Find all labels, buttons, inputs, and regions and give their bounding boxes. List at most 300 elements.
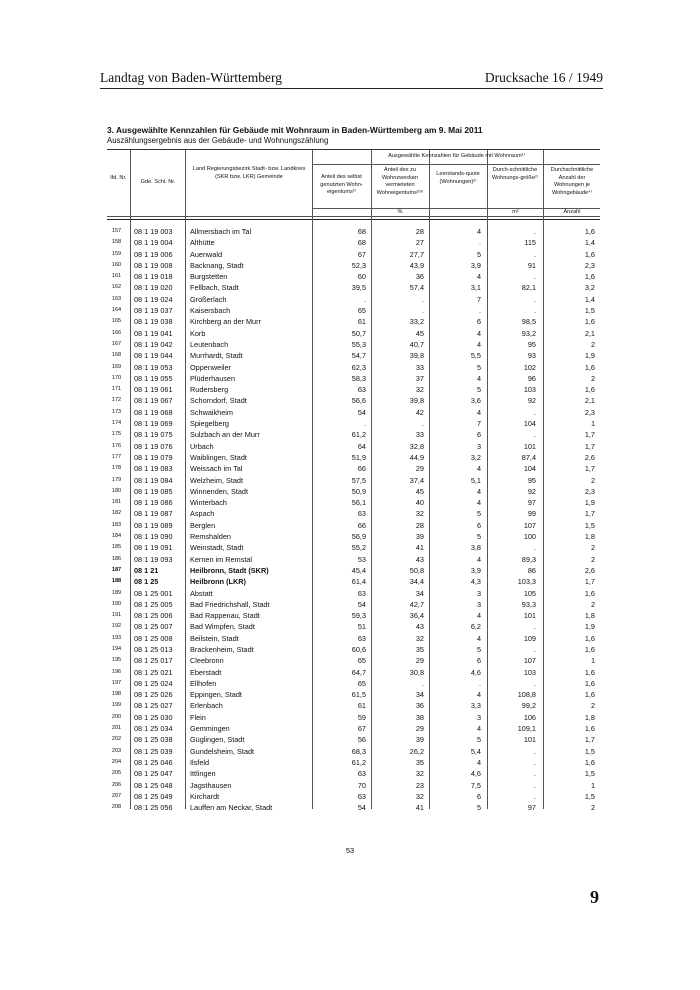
selbst-genutzt-value: 68 xyxy=(357,238,366,248)
row-number: 177 xyxy=(111,453,122,460)
gde-schl-nr: 08 1 19 038 xyxy=(134,317,173,327)
wohnungen-je-gebaeude-value: 1,4 xyxy=(584,294,595,304)
vermietet-value: 35 xyxy=(415,757,424,767)
gemeinde-name: Welzheim, Stadt xyxy=(190,475,243,485)
vermietet-value: 43 xyxy=(415,622,424,632)
vermietet-value: 27 xyxy=(415,238,424,248)
wohnungen-je-gebaeude-value: 2,3 xyxy=(584,260,595,270)
document-header xyxy=(100,70,603,89)
selbst-genutzt-value: 59,3 xyxy=(351,611,366,621)
table-row xyxy=(107,418,600,429)
wohnungen-je-gebaeude-value: 1,7 xyxy=(584,464,595,474)
wohnungen-je-gebaeude-value: 2 xyxy=(590,543,595,553)
table-row xyxy=(107,780,600,791)
gde-schl-nr: 08 1 19 055 xyxy=(134,373,173,383)
wohnungsgroesse-value: 104 xyxy=(523,419,536,429)
row-number: 201 xyxy=(111,725,122,732)
header-unit-percent: % xyxy=(397,209,403,215)
gde-schl-nr: 08 1 19 053 xyxy=(134,362,173,372)
selbst-genutzt-value: 61,2 xyxy=(351,757,366,767)
row-number: 208 xyxy=(111,804,122,811)
wohnungsgroesse-value: . xyxy=(533,294,536,304)
gemeinde-name: Güglingen, Stadt xyxy=(190,735,245,745)
selbst-genutzt-value: 52,3 xyxy=(351,260,366,270)
selbst-genutzt-value: 54 xyxy=(357,599,366,609)
selbst-genutzt-value: 64 xyxy=(357,441,366,451)
leerstandsquote-value: 3,2 xyxy=(470,452,481,462)
selbst-genutzt-value: 63 xyxy=(357,769,366,779)
vermietet-value: 39,8 xyxy=(409,396,424,406)
wohnungsgroesse-value: 91 xyxy=(527,260,536,270)
wohnungen-je-gebaeude-value: 1,7 xyxy=(584,577,595,587)
wohnungen-je-gebaeude-value: 1,7 xyxy=(584,430,595,440)
selbst-genutzt-value: 65 xyxy=(357,678,366,688)
wohnungen-je-gebaeude-value: 1,6 xyxy=(584,644,595,654)
leerstandsquote-value: 4 xyxy=(476,339,481,349)
wohnungen-je-gebaeude-value: 1,6 xyxy=(584,385,595,395)
wohnungsgroesse-value: 92 xyxy=(527,396,536,406)
table-row xyxy=(107,667,600,678)
wohnungen-je-gebaeude-value: 1,8 xyxy=(584,532,595,542)
header-left: Landtag von Baden-Württemberg xyxy=(100,70,282,85)
row-number: 184 xyxy=(111,533,122,540)
leerstandsquote-value: . xyxy=(478,238,481,248)
header-unit-m2: m² xyxy=(512,209,519,215)
wohnungsgroesse-value: 82,1 xyxy=(521,283,536,293)
vermietet-value: 33,2 xyxy=(409,317,424,327)
wohnungen-je-gebaeude-value: 2 xyxy=(590,373,595,383)
table-row xyxy=(107,271,600,282)
wohnungen-je-gebaeude-value: 2 xyxy=(590,701,595,711)
leerstandsquote-value: 4 xyxy=(476,611,481,621)
row-number: 178 xyxy=(111,465,122,472)
table-subtitle: Auszählungsergebnis aus der Gebäude- und Wohnungszählung xyxy=(107,136,329,145)
table-row xyxy=(107,452,600,463)
gemeinde-name: Gemmingen xyxy=(190,724,230,734)
row-number: 205 xyxy=(111,770,122,777)
vermietet-value: 42,7 xyxy=(409,599,424,609)
vermietet-value: 32 xyxy=(415,385,424,395)
wohnungsgroesse-value: 104 xyxy=(523,464,536,474)
wohnungsgroesse-value: . xyxy=(533,644,536,654)
sheet-number: 9 xyxy=(590,887,599,907)
leerstandsquote-value: 3,1 xyxy=(470,283,481,293)
selbst-genutzt-value: 56,6 xyxy=(351,396,366,406)
gemeinde-name: Kaisersbach xyxy=(190,306,231,316)
gemeinde-name: Beilstein, Stadt xyxy=(190,633,239,643)
gemeinde-name: Burgstetten xyxy=(190,272,228,282)
gde-schl-nr: 08 1 19 004 xyxy=(134,238,173,248)
gde-schl-nr: 08 1 19 086 xyxy=(134,498,173,508)
header-wohnungen-je-gebaeude: Durchschnittliche Anzahl der Wohnungen je Wohngebäude⁴⁾ xyxy=(550,167,594,196)
vermietet-value: 23 xyxy=(415,780,424,790)
leerstandsquote-value: 5 xyxy=(476,735,481,745)
gemeinde-name: Remshalden xyxy=(190,532,231,542)
vermietet-value: 40 xyxy=(415,498,424,508)
gemeinde-name: Waiblingen, Stadt xyxy=(190,452,247,462)
wohnungen-je-gebaeude-value: 1 xyxy=(590,419,595,429)
selbst-genutzt-value: 67 xyxy=(357,249,366,259)
table-row xyxy=(107,734,600,745)
gde-schl-nr: 08 1 25 006 xyxy=(134,611,173,621)
gemeinde-name: Großerlach xyxy=(190,294,227,304)
gemeinde-name: Kirchberg an der Murr xyxy=(190,317,261,327)
vermietet-value: 29 xyxy=(415,724,424,734)
wohnungsgroesse-value: 106 xyxy=(523,712,536,722)
row-number: 162 xyxy=(111,284,122,291)
gemeinde-name: Backnang, Stadt xyxy=(190,260,244,270)
selbst-genutzt-value: 50,7 xyxy=(351,328,366,338)
gemeinde-name: Weissach im Tal xyxy=(190,464,243,474)
wohnungsgroesse-value: 96 xyxy=(527,373,536,383)
gemeinde-name: Bad Wimpfen, Stadt xyxy=(190,622,255,632)
wohnungsgroesse-value: 101 xyxy=(523,611,536,621)
gde-schl-nr: 08 1 19 008 xyxy=(134,260,173,270)
row-number: 167 xyxy=(111,340,122,347)
gde-schl-nr: 08 1 19 091 xyxy=(134,543,173,553)
row-number: 157 xyxy=(111,228,122,234)
wohnungen-je-gebaeude-value: 1,9 xyxy=(584,498,595,508)
header-selbst-genutzt: Anteil des selbst genutzten Wohn-eigentums²⁾ xyxy=(320,174,363,196)
table-row xyxy=(107,655,600,666)
gemeinde-name: Urbach xyxy=(190,441,214,451)
selbst-genutzt-value: 39,5 xyxy=(351,283,366,293)
gde-schl-nr: 08 1 19 037 xyxy=(134,306,173,316)
leerstandsquote-value: 5 xyxy=(476,249,481,259)
table-row xyxy=(107,712,600,723)
row-number: 188 xyxy=(111,578,122,585)
gde-schl-nr: 08 1 25 007 xyxy=(134,622,173,632)
leerstandsquote-value: 3,3 xyxy=(470,701,481,711)
row-number: 196 xyxy=(111,668,122,675)
gemeinde-name: Eppingen, Stadt xyxy=(190,690,242,700)
gemeinde-name: Auenwald xyxy=(190,249,223,259)
table-header xyxy=(107,149,600,220)
selbst-genutzt-value: 60 xyxy=(357,272,366,282)
vermietet-value: 38 xyxy=(415,712,424,722)
gemeinde-name: Ellhofen xyxy=(190,678,217,688)
wohnungsgroesse-value: 102 xyxy=(523,362,536,372)
wohnungsgroesse-value: 93 xyxy=(527,351,536,361)
wohnungsgroesse-value: 93,2 xyxy=(521,328,536,338)
row-number: 170 xyxy=(111,374,122,381)
leerstandsquote-value: 6,2 xyxy=(470,622,481,632)
vermietet-value: 42 xyxy=(415,407,424,417)
leerstandsquote-value: 3 xyxy=(476,441,481,451)
vermietet-value: 29 xyxy=(415,656,424,666)
row-number: 202 xyxy=(111,736,122,743)
row-number: 190 xyxy=(111,600,122,607)
selbst-genutzt-value: 61,5 xyxy=(351,690,366,700)
gde-schl-nr: 08 1 25 038 xyxy=(134,735,173,745)
gemeinde-name: Heilbronn (LKR) xyxy=(190,577,246,587)
leerstandsquote-value: 4,6 xyxy=(470,769,481,779)
wohnungsgroesse-value: 109,1 xyxy=(517,724,536,734)
selbst-genutzt-value: 61,2 xyxy=(351,430,366,440)
table-row xyxy=(107,407,600,418)
row-number: 165 xyxy=(111,318,122,325)
table-row xyxy=(107,429,600,440)
row-number: 194 xyxy=(111,645,122,652)
gde-schl-nr: 08 1 25 047 xyxy=(134,769,173,779)
leerstandsquote-value: 3,6 xyxy=(470,396,481,406)
wohnungen-je-gebaeude-value: 1,7 xyxy=(584,441,595,451)
wohnungen-je-gebaeude-value: 1,6 xyxy=(584,690,595,700)
leerstandsquote-value: 3,9 xyxy=(470,565,481,575)
vermietet-value: 33 xyxy=(415,430,424,440)
selbst-genutzt-value: . xyxy=(363,419,366,429)
vermietet-value: 32 xyxy=(415,633,424,643)
gemeinde-name: Eberstadt xyxy=(190,667,222,677)
gemeinde-name: Fellbach, Stadt xyxy=(190,283,239,293)
gemeinde-name: Berglen xyxy=(190,520,216,530)
table-row xyxy=(107,282,600,293)
gde-schl-nr: 08 1 19 044 xyxy=(134,351,173,361)
wohnungsgroesse-value: 99 xyxy=(527,509,536,519)
vermietet-value: 37 xyxy=(415,373,424,383)
wohnungsgroesse-value: . xyxy=(533,543,536,553)
gemeinde-name: Flein xyxy=(190,712,206,722)
row-number: 160 xyxy=(111,261,122,268)
wohnungsgroesse-value: . xyxy=(533,227,536,236)
leerstandsquote-value: 7 xyxy=(476,294,481,304)
row-number: 180 xyxy=(111,487,122,494)
wohnungsgroesse-value: 115 xyxy=(524,238,536,248)
table-row xyxy=(107,599,600,610)
vermietet-value: 37,4 xyxy=(409,475,424,485)
wohnungsgroesse-value: . xyxy=(533,272,536,282)
wohnungen-je-gebaeude-value: 1,6 xyxy=(584,272,595,282)
row-number: 174 xyxy=(111,420,122,427)
wohnungen-je-gebaeude-value: 1,5 xyxy=(584,769,595,779)
wohnungsgroesse-value: 92 xyxy=(527,486,536,496)
selbst-genutzt-value: 45,4 xyxy=(351,565,366,575)
header-lfd-nr: lfd. Nr. xyxy=(110,175,127,181)
leerstandsquote-value: 4 xyxy=(476,757,481,767)
table-row xyxy=(107,441,600,452)
header-kennzahlen-group: Ausgewählte Kennzahlen für Gebäude mit Wohnraum¹⁾ xyxy=(388,153,525,159)
wohnungsgroesse-value: 98,5 xyxy=(521,317,536,327)
selbst-genutzt-value: 58,3 xyxy=(351,373,366,383)
gemeinde-name: Plüderhausen xyxy=(190,373,236,383)
gde-schl-nr: 08 1 19 003 xyxy=(134,227,173,236)
gemeinde-name: Leutenbach xyxy=(190,339,229,349)
wohnungen-je-gebaeude-value: 3,2 xyxy=(584,283,595,293)
vermietet-value: 33 xyxy=(415,362,424,372)
vermietet-value: 26,2 xyxy=(409,746,424,756)
table-row xyxy=(107,486,600,497)
gemeinde-name: Schwaikheim xyxy=(190,407,233,417)
selbst-genutzt-value: 63 xyxy=(357,633,366,643)
table-row xyxy=(107,723,600,734)
leerstandsquote-value: 6 xyxy=(476,656,481,666)
table-row xyxy=(107,249,600,260)
vermietet-value: 32 xyxy=(415,769,424,779)
wohnungen-je-gebaeude-value: 1,6 xyxy=(584,588,595,598)
leerstandsquote-value: 4 xyxy=(476,633,481,643)
vermietet-value: 36,4 xyxy=(409,611,424,621)
wohnungen-je-gebaeude-value: 2,6 xyxy=(584,452,595,462)
table-row xyxy=(107,791,600,802)
gde-schl-nr: 08 1 19 018 xyxy=(134,272,173,282)
selbst-genutzt-value: 56 xyxy=(357,735,366,745)
wohnungen-je-gebaeude-value: 1,5 xyxy=(584,306,595,316)
gde-schl-nr: 08 1 19 067 xyxy=(134,396,173,406)
gde-schl-nr: 08 1 25 030 xyxy=(134,712,173,722)
wohnungen-je-gebaeude-value: 1,8 xyxy=(584,712,595,722)
wohnungen-je-gebaeude-value: 1,6 xyxy=(584,249,595,259)
wohnungsgroesse-value: . xyxy=(533,622,536,632)
row-number: 169 xyxy=(111,363,122,370)
gemeinde-name: Sulzbach an der Murr xyxy=(190,430,260,440)
table-row xyxy=(107,226,600,237)
leerstandsquote-value: 6 xyxy=(476,791,481,801)
selbst-genutzt-value: 54 xyxy=(357,803,366,813)
wohnungsgroesse-value: 97 xyxy=(527,803,536,813)
leerstandsquote-value: 5,5 xyxy=(470,351,481,361)
gemeinde-name: Winterbach xyxy=(190,498,227,508)
table-row xyxy=(107,328,600,339)
selbst-genutzt-value: 61,4 xyxy=(351,577,366,587)
gemeinde-name: Winnenden, Stadt xyxy=(190,486,249,496)
leerstandsquote-value: 5 xyxy=(476,509,481,519)
wohnungen-je-gebaeude-value: 1,9 xyxy=(584,351,595,361)
table-row xyxy=(107,520,600,531)
header-unit-count: Anzahl xyxy=(563,209,581,215)
gde-schl-nr: 08 1 25 017 xyxy=(134,656,173,666)
gde-schl-nr: 08 1 19 089 xyxy=(134,520,173,530)
selbst-genutzt-value: 50,9 xyxy=(351,486,366,496)
row-number: 207 xyxy=(111,792,122,799)
selbst-genutzt-value: 65 xyxy=(357,306,366,316)
vermietet-value: 45 xyxy=(415,328,424,338)
gemeinde-name: Gundelsheim, Stadt xyxy=(190,746,255,756)
row-number: 198 xyxy=(111,691,122,698)
leerstandsquote-value: 3 xyxy=(476,599,481,609)
wohnungsgroesse-value: . xyxy=(533,769,536,779)
wohnungen-je-gebaeude-value: 1,6 xyxy=(584,362,595,372)
selbst-genutzt-value: 56,1 xyxy=(351,498,366,508)
vermietet-value: 30,8 xyxy=(409,667,424,677)
wohnungsgroesse-value: . xyxy=(533,407,536,417)
gde-schl-nr: 08 1 25 024 xyxy=(134,678,173,688)
row-number: 161 xyxy=(111,273,122,280)
wohnungen-je-gebaeude-value: 1,5 xyxy=(584,520,595,530)
gemeinde-name: Althütte xyxy=(190,238,215,248)
wohnungen-je-gebaeude-value: 1 xyxy=(590,656,595,666)
row-number: 179 xyxy=(111,476,122,483)
gde-schl-nr: 08 1 19 083 xyxy=(134,464,173,474)
gemeinde-name: Korb xyxy=(190,328,206,338)
gde-schl-nr: 08 1 21 xyxy=(134,565,159,575)
leerstandsquote-value: 5 xyxy=(476,385,481,395)
gde-schl-nr: 08 1 25 013 xyxy=(134,644,173,654)
gemeinde-name: Rudersberg xyxy=(190,385,229,395)
wohnungen-je-gebaeude-value: 2,1 xyxy=(584,328,595,338)
row-number: 176 xyxy=(111,442,122,449)
selbst-genutzt-value: 61 xyxy=(357,317,366,327)
wohnungen-je-gebaeude-value: 1,7 xyxy=(584,509,595,519)
leerstandsquote-value: 4,3 xyxy=(470,577,481,587)
leerstandsquote-value: 5 xyxy=(476,644,481,654)
gemeinde-name: Erlenbach xyxy=(190,701,223,711)
wohnungen-je-gebaeude-value: 1,4 xyxy=(584,238,595,248)
wohnungen-je-gebaeude-value: 1,6 xyxy=(584,227,595,236)
vermietet-value: 32 xyxy=(415,791,424,801)
vermietet-value: 43,9 xyxy=(409,260,424,270)
row-number: 159 xyxy=(111,250,122,257)
vermietet-value: 27,7 xyxy=(409,249,424,259)
gde-schl-nr: 08 1 25 027 xyxy=(134,701,173,711)
leerstandsquote-value: 4 xyxy=(476,464,481,474)
leerstandsquote-value: 4 xyxy=(476,328,481,338)
table-row xyxy=(107,554,600,565)
gde-schl-nr: 08 1 25 021 xyxy=(134,667,173,677)
wohnungsgroesse-value: . xyxy=(533,430,536,440)
vermietet-value: 41 xyxy=(415,803,424,813)
row-number: 203 xyxy=(111,747,122,754)
leerstandsquote-value: 4 xyxy=(476,554,481,564)
vermietet-value: 50,8 xyxy=(409,565,424,575)
leerstandsquote-value: . xyxy=(478,678,481,688)
leerstandsquote-value: 6 xyxy=(476,430,481,440)
table-row xyxy=(107,260,600,271)
gemeinde-name: Brackenheim, Stadt xyxy=(190,644,254,654)
wohnungsgroesse-value: 103 xyxy=(523,667,536,677)
row-number: 173 xyxy=(111,408,122,415)
leerstandsquote-value: 7,5 xyxy=(470,780,481,790)
selbst-genutzt-value: 55,2 xyxy=(351,543,366,553)
gde-schl-nr: 08 1 25 056 xyxy=(134,803,173,813)
row-number: 171 xyxy=(111,386,122,393)
row-number: 172 xyxy=(111,397,122,404)
leerstandsquote-value: 4 xyxy=(476,227,481,236)
gde-schl-nr: 08 1 25 049 xyxy=(134,791,173,801)
leerstandsquote-value: 5 xyxy=(476,803,481,813)
selbst-genutzt-value: 63 xyxy=(357,588,366,598)
wohnungen-je-gebaeude-value: 2,3 xyxy=(584,407,595,417)
table-row xyxy=(107,588,600,599)
wohnungsgroesse-value: 107 xyxy=(523,656,536,666)
wohnungsgroesse-value: . xyxy=(533,780,536,790)
table-row xyxy=(107,678,600,689)
table-row xyxy=(107,746,600,757)
wohnungsgroesse-value: 103 xyxy=(523,385,536,395)
wohnungen-je-gebaeude-value: 1,6 xyxy=(584,317,595,327)
vermietet-value: 28 xyxy=(415,227,424,236)
gde-schl-nr: 08 1 19 076 xyxy=(134,441,173,451)
leerstandsquote-value: 5,4 xyxy=(470,746,481,756)
table-row xyxy=(107,576,600,587)
selbst-genutzt-value: 56,9 xyxy=(351,532,366,542)
wohnungsgroesse-value: 109 xyxy=(523,633,536,643)
gde-schl-nr: 08 1 25 001 xyxy=(134,588,173,598)
vermietet-value: 32,8 xyxy=(409,441,424,451)
row-number: 175 xyxy=(111,431,122,438)
wohnungsgroesse-value: 89,3 xyxy=(521,554,536,564)
row-number: 200 xyxy=(111,713,122,720)
gemeinde-name: Weinstadt, Stadt xyxy=(190,543,244,553)
table-row xyxy=(107,316,600,327)
header-vermietet: Anteil des zu Wohnzwecken vermieteten Wohneigentums²⁾³⁾ xyxy=(376,167,424,196)
gde-schl-nr: 08 1 19 084 xyxy=(134,475,173,485)
row-number: 187 xyxy=(111,566,122,573)
gemeinde-name: Kernen im Remstal xyxy=(190,554,253,564)
selbst-genutzt-value: 53 xyxy=(357,554,366,564)
table-row xyxy=(107,644,600,655)
wohnungen-je-gebaeude-value: 1,6 xyxy=(584,667,595,677)
gde-schl-nr: 08 1 19 041 xyxy=(134,328,173,338)
